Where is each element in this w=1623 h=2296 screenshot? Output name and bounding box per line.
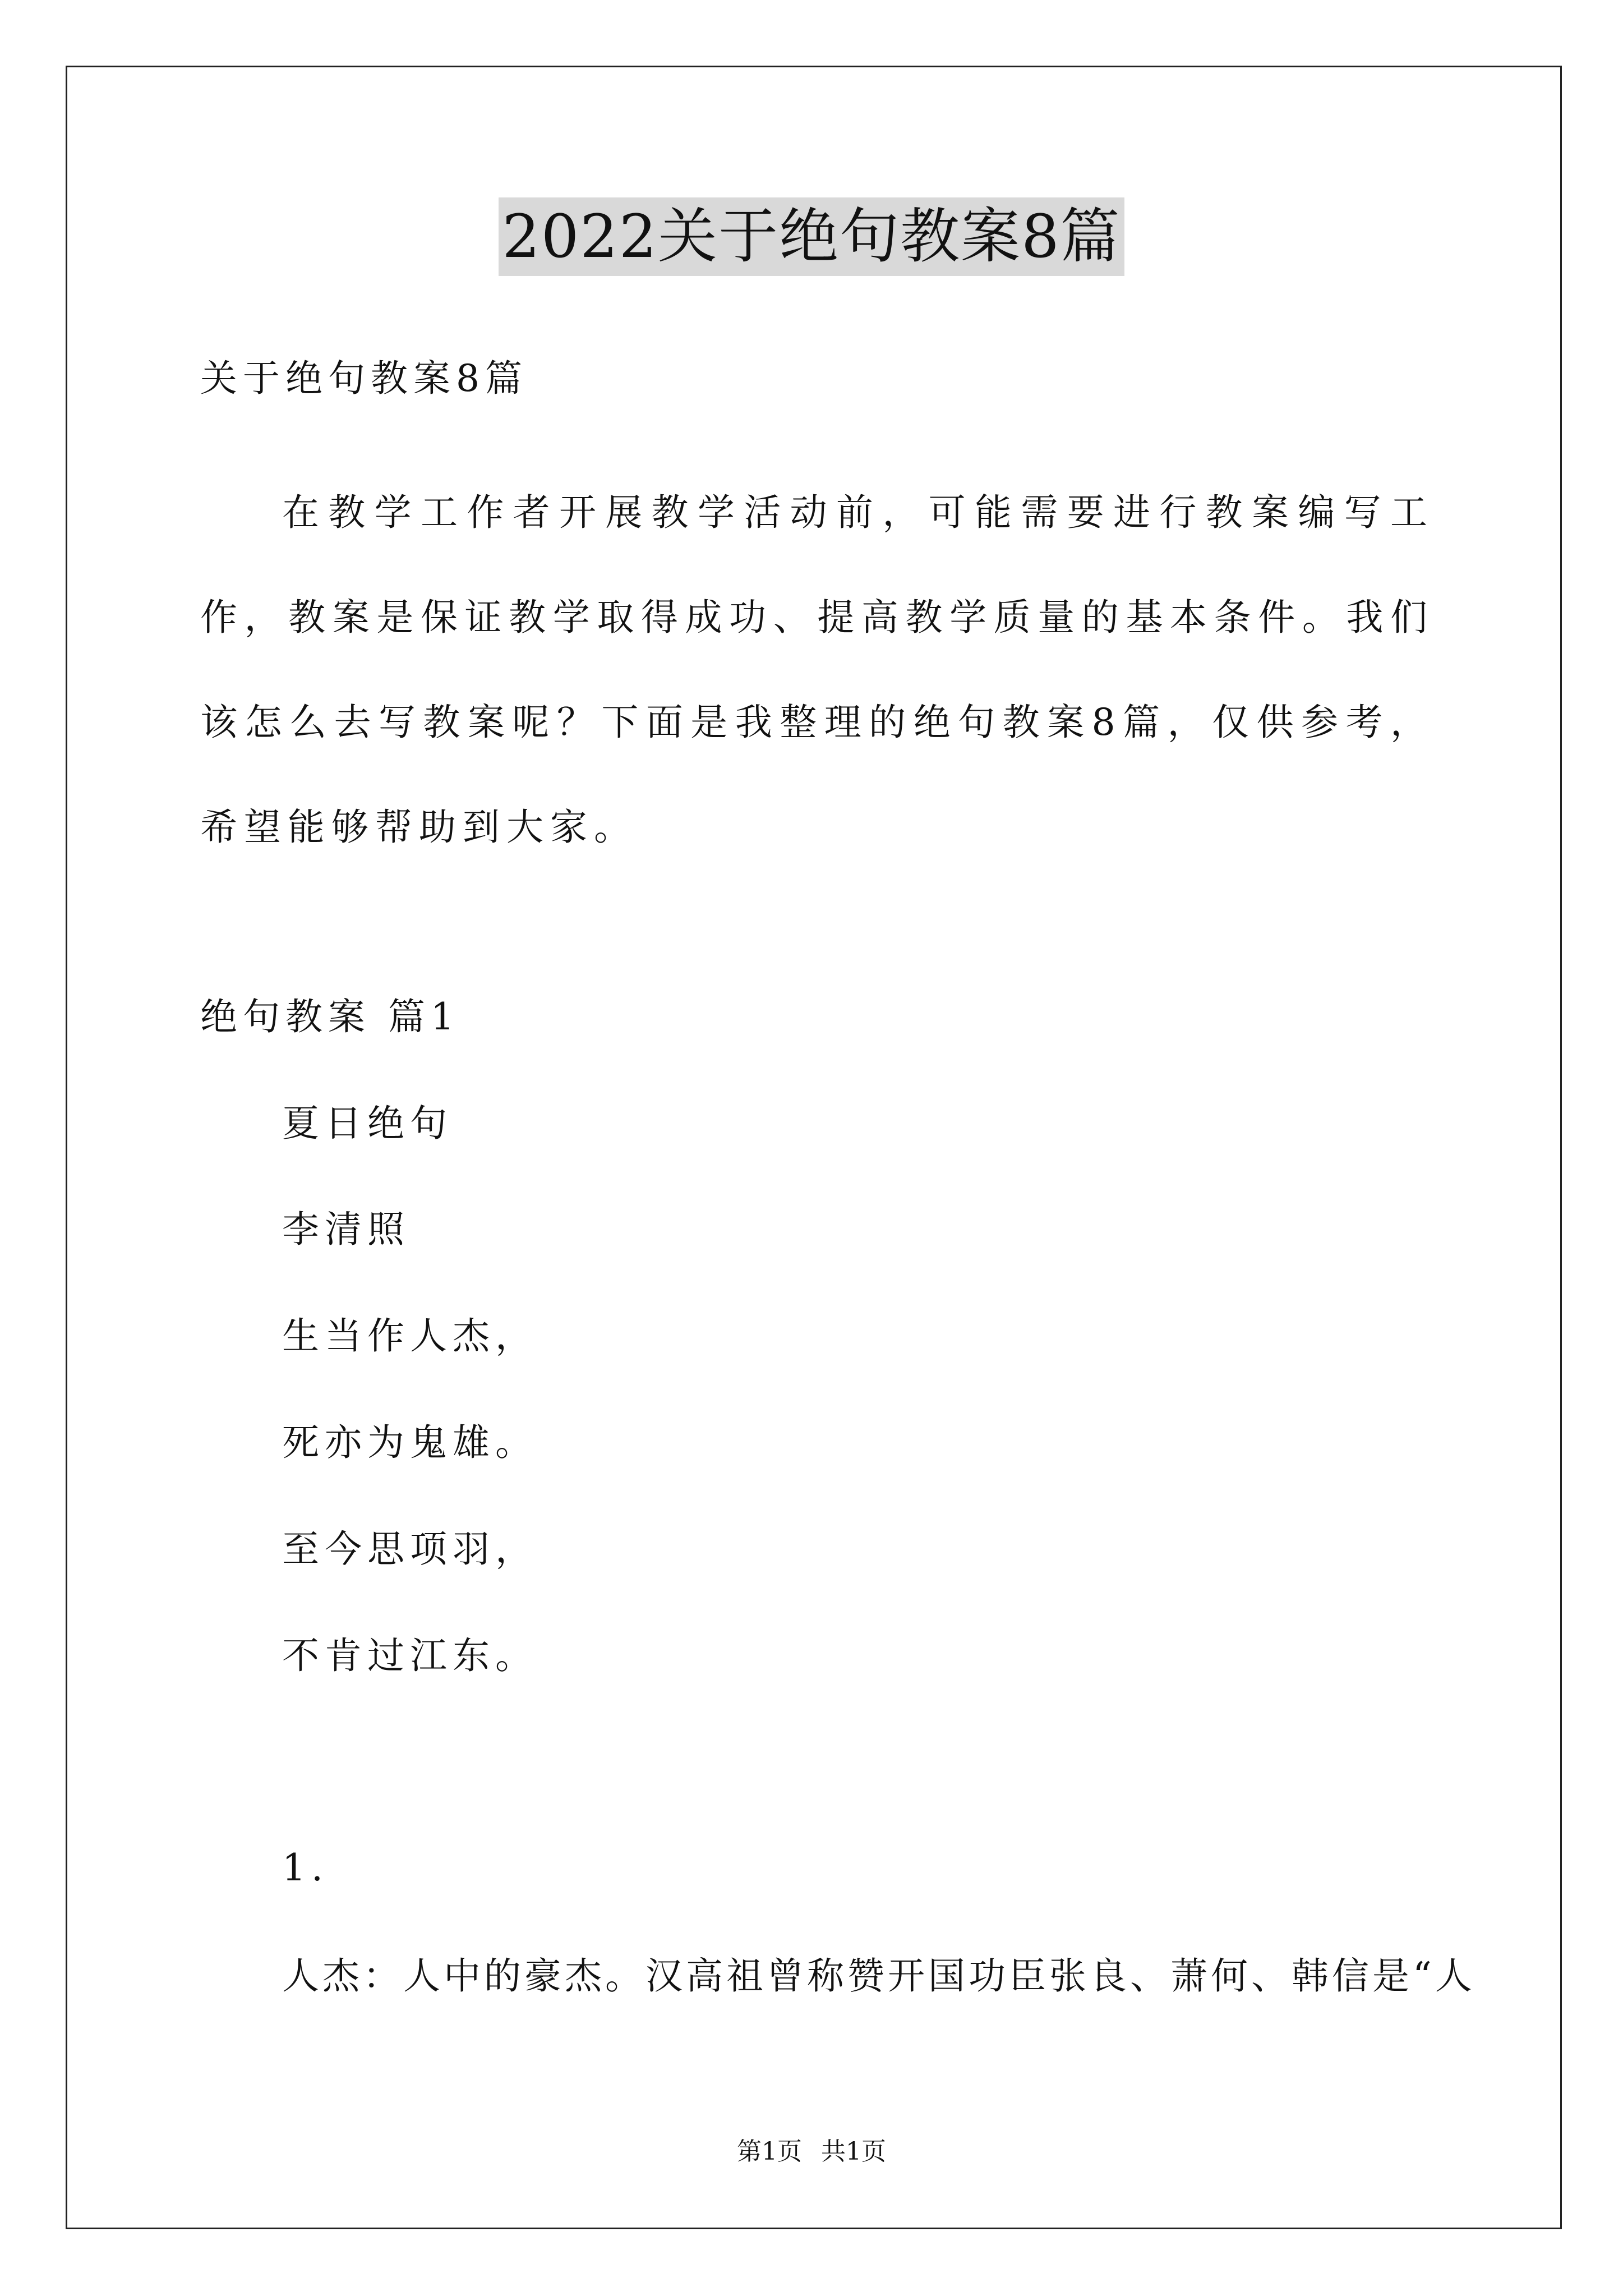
intro-paragraph: 在教学工作者开展教学活动前，可能需要进行教案编写工作，教案是保证教学取得成功、提高教学质量的基本条件。我们该怎么去写教案呢？下面是我整理的绝句教案8篇，仅供参考，希望能够帮助到大家。 [200,491,1434,849]
page-title: 2022关于绝句教案8篇 [499,197,1124,276]
footer-page-number: 第1页 [737,2137,802,2166]
page-footer [0,2135,1623,2169]
poem-author: 李清照 [282,1208,410,1251]
section-heading: 绝句教案 篇1 [200,995,460,1038]
poem-line-4: 不肯过江东。 [282,1634,538,1677]
poem-line-3: 至今思项羽， [282,1527,538,1571]
poem-line-2: 死亦为鬼雄。 [282,1421,538,1464]
document-subtitle: 关于绝句教案8篇 [200,357,528,400]
title-container [0,197,1623,276]
footer-total-pages: 共1页 [821,2137,886,2166]
poem-title: 夏日绝句 [282,1102,453,1145]
poem-line-1: 生当作人杰， [282,1314,538,1358]
note-number: 1. [282,1846,329,1889]
note-text: 人杰：人中的豪杰。汉高祖曾称赞开国功臣张良、萧何、韩信是“人 [282,1954,1476,1998]
